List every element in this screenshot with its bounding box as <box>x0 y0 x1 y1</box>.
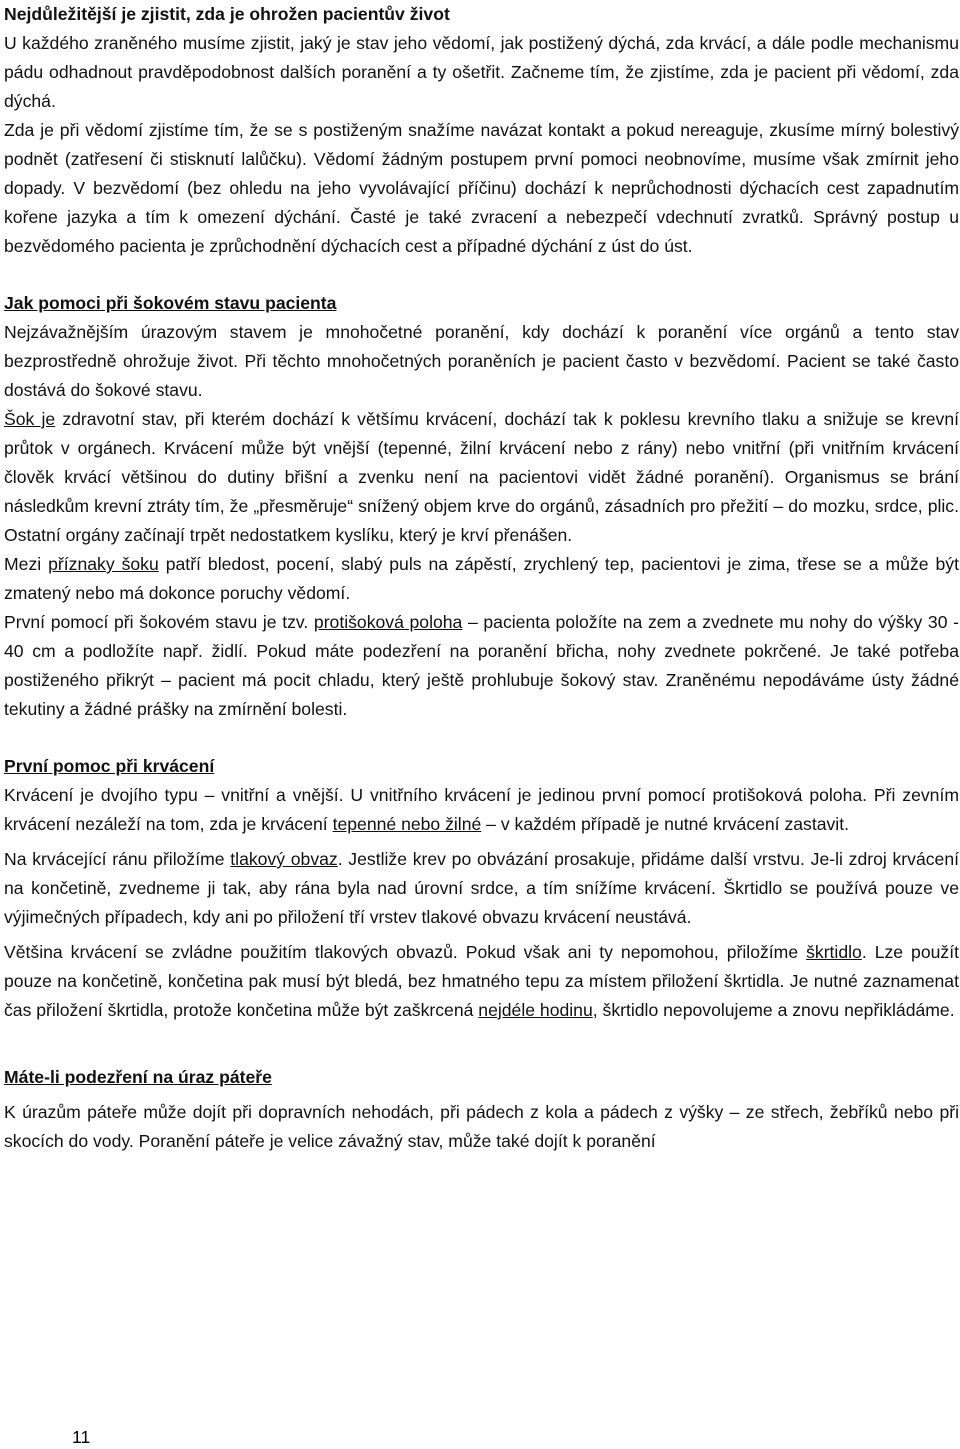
paragraph-text: První pomocí při šokovém stavu je tzv. <box>4 612 314 632</box>
paragraph-text: . Lze použít pouze na končetině, končetina pak musí být bledá, bez hmatného tepu za místem přiložení škrtidla. Je nutné zaznamenat čas přiložení škrtidla, protože končetina může být zaškrcená <box>4 942 959 1020</box>
paragraph-text: , škrtidlo nepovolujeme a znovu nepřikládáme. <box>592 1000 955 1020</box>
section-bleeding <box>4 752 959 1025</box>
paragraph-text: – v každém případě je nutné krvácení zastavit. <box>481 814 849 834</box>
section-heading <box>4 752 959 781</box>
underlined-term: nejdéle hodinu <box>478 1000 593 1020</box>
section-spine <box>4 1063 959 1156</box>
underlined-term: tlakový obvaz <box>230 849 338 869</box>
paragraph <box>4 938 959 1025</box>
paragraph <box>4 405 959 550</box>
paragraph: U každého zraněného musíme zjistit, jaký je stav jeho vědomí, jak postižený dýchá, zda krvácí, a dále podle mechanismu pádu odhadnout pravděpodobnost dalších poranění a ty ošetřit. Začneme tím, že zjistíme, zda je pacient při vědomí, zda dýchá. <box>4 33 959 111</box>
paragraph-text: Většina krvácení se zvládne použitím tlakových obvazů. Pokud však ani ty nepomohou, přiložíme <box>4 942 807 962</box>
paragraph <box>4 550 959 608</box>
section-heading-text: Máte-li podezření na úraz páteře <box>4 1067 272 1087</box>
section-heading <box>4 289 959 318</box>
paragraph-text: – pacienta položíte na zem a zvednete mu nohy do výšky 30 - 40 cm a podložíte např. židlí. Pokud máte podezření na poranění břicha, nohy zvednete pokrčené. Je také potřeba postiženého přikrýt – pacient má pocit chladu, který ještě prohlubuje šokový stav. Zraněnému nepodáváme ústy žádné tekutiny a žádné prášky na zmírnění bolesti. <box>4 612 959 719</box>
section-heading: Nejdůležitější je zjistit, zda je ohrožen pacientův život <box>4 4 450 24</box>
paragraph: Zda je při vědomí zjistíme tím, že se s postiženým snažíme navázat kontakt a pokud nereaguje, zkusíme mírný bolestivý podnět (zatřesení či stisknutí lalůčku). Vědomí žádným postupem první pomoci neobnovíme, musíme však zmírnit jeho dopady. V bezvědomí (bez ohledu na jeho vyvolávající příčinu) dochází k neprůchodnosti dýchacích cest zapadnutím kořene jazyka a tím k omezení dýchání. Časté je také zvracení a nebezpečí vdechnutí zvratků. Správný postup u bezvědomého pacienta je zprůchodnění dýchacích cest a případné dýchání z úst do úst. <box>4 120 959 256</box>
underlined-term: příznaky šoku <box>48 554 159 574</box>
underlined-term: tepenné nebo žilné <box>332 814 482 834</box>
section-shock <box>4 289 959 724</box>
paragraph-text: Na krvácející ránu přiložíme <box>4 849 231 869</box>
paragraph-text: patří bledost, pocení, slabý puls na zápěstí, zrychlený tep, pacientovi je zima, třese se a může být zmatený nebo má dokonce poruchy vědomí. <box>4 554 959 603</box>
paragraph <box>4 781 959 839</box>
section-heading-text: První pomoc při krvácení <box>4 756 215 776</box>
page-number: 11 <box>72 1427 91 1447</box>
underlined-term: Šok je <box>4 409 56 429</box>
paragraph-text: Krvácení je dvojího typu – vnitřní a vnější. U vnitřního krvácení je jedinou první pomocí protišoková poloha. Při zevním krvácení nezáleží na tom, zda je krvácení <box>4 785 959 834</box>
paragraph-text: Mezi <box>4 554 49 574</box>
paragraph: K úrazům páteře může dojít při dopravních nehodách, při pádech z kola a pádech z výšky – ze střech, žebříků nebo při skocích do vody. Poranění páteře je velice závažný stav, může také dojít k poranění <box>4 1102 959 1151</box>
paragraph: Nejzávažnějším úrazovým stavem je mnohočetné poranění, kdy dochází k poranění více orgánů a tento stav bezprostředně ohrožuje život. Při těchto mnohočetných poraněních je pacient často v bezvědomí. Pacient se také často dostává do šokové stavu. <box>4 322 959 400</box>
paragraph <box>4 845 959 932</box>
paragraph <box>4 608 959 724</box>
underlined-term: škrtidlo <box>806 942 862 962</box>
paragraph-text: . Jestliže krev po obvázání prosakuje, přidáme další vrstvu. Je-li zdroj krvácení na končetině, zvedneme ji tak, aby rána byla nad úrovní srdce, a tím snížíme krvácení. Škrtidlo se používá pouze ve výjimečných případech, kdy ani po přiložení tří vrstev tlakové obvazu krvácení neustává. <box>4 849 959 927</box>
underlined-term: protišoková poloha <box>313 612 463 632</box>
section-heading-text: Jak pomoci při šokovém stavu pacienta <box>4 293 337 313</box>
document-page <box>4 0 959 1156</box>
paragraph-text: zdravotní stav, při kterém dochází k většímu krvácení, dochází tak k poklesu krevního tlaku a snižuje se krevní průtok v orgánech. Krvácení může být vnější (tepenné, žilní krvácení nebo z rány) nebo vnitřní (při vnitřním krvácení člověk krvácí většinou do dutiny břišní a zvenku není na pacientovi vidět žádné poranění). Organismus se brání následkům krevní ztráty tím, že „přesměruje“ snížený objem krve do orgánů, zásadních pro přežití – do mozku, srdce, plic. Ostatní orgány začínají trpět nedostatkem kyslíku, který je krví přenášen. <box>4 409 959 545</box>
section-heading <box>4 1063 959 1092</box>
